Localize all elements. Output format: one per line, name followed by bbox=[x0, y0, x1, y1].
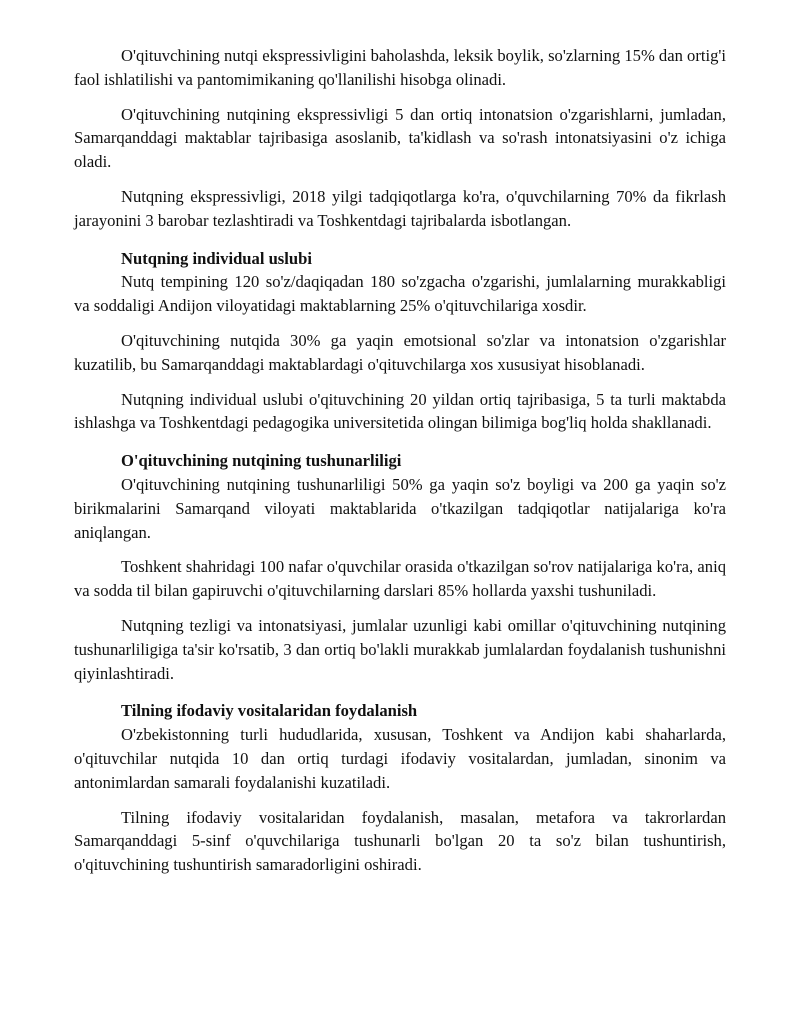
section-heading: Nutqning individual uslubi bbox=[121, 248, 312, 268]
section-paragraph: O'qituvchining nutqida 30% ga yaqin emotsional so'zlar va intonatsion o'zgarishlar kuzatilib, bu Samarqanddagi maktablardagi o'qituvchilarga xos xususiyat hisoblanadi. bbox=[74, 330, 726, 374]
section-paragraph: O'qituvchining nutqining tushunarliligi 50% ga yaqin so'z boyligi va 200 ga yaqin so'z birikmalarini Samarqand viloyati maktablarida o'tkazilgan tadqiqotlar natijalariga ko'ra aniqlangan. bbox=[74, 474, 726, 542]
section-clarity bbox=[74, 449, 726, 685]
section-heading: Tilning ifodaviy vositalaridan foydalanish bbox=[121, 701, 418, 721]
section-expressive-means bbox=[74, 699, 726, 877]
section-paragraph: Tilning ifodaviy vositalaridan foydalanish, masalan, metafora va takrorlardan Samarqanddagi 5-sinf o'quvchilariga tushunarli bo'lgan 20 ta so'z bilan tushuntirish, o'qituvchining tushuntirish samaradorligini oshiradi. bbox=[74, 807, 726, 875]
section-paragraph: O'zbekistonning turli hududlarida, xususan, Toshkent va Andijon kabi shaharlarda, o'qituvchilar nutqida 10 dan ortiq turdagi ifodaviy vositalardan, jumladan, sinonim va antonimlardan samarali foydalanishi kuzatiladi. bbox=[74, 725, 726, 792]
document-page bbox=[74, 44, 726, 888]
intro-paragraph-1: O'qituvchining nutqi ekspressivligini baholashda, leksik boylik, so'zlarning 15% dan ortig'i faol ishlatilishi va pantomimikaning qo'llanilishi hisobga olinadi. bbox=[74, 46, 726, 89]
intro-paragraph-3: Nutqning ekspressivligi, 2018 yilgi tadqiqotlarga ko'ra, o'quvchilarning 70% da fikrlash jarayonini 3 barobar tezlashtiradi va Toshkentdagi tajribalarda isbotlangan. bbox=[74, 186, 726, 230]
section-paragraph: Nutq tempining 120 so'z/daqiqadan 180 so'zgacha o'zgarishi, jumlalarning murakkabligi va soddaligi Andijon viloyatidagi maktablarning 25% o'qituvchilariga xosdir. bbox=[74, 272, 726, 316]
section-heading: O'qituvchining nutqining tushunarliligi bbox=[121, 451, 402, 471]
section-paragraph: Nutqning tezligi va intonatsiyasi, jumlalar uzunligi kabi omillar o'qituvchining nutqining tushunarliligiga ta'sir ko'rsatib, 3 dan ortiq bo'lakli murakkab jumlalardan foydalanish tushunishni qiyinlashtiradi. bbox=[74, 615, 726, 683]
intro-paragraph-2: O'qituvchining nutqining ekspressivligi 5 dan ortiq intonatsion o'zgarishlarni, jumladan, Samarqanddagi maktablar tajribasiga asoslanib, ta'kidlash va so'rash intonatsiyasini o'z ichiga oladi. bbox=[74, 104, 726, 172]
section-individual-style bbox=[74, 247, 726, 436]
section-paragraph: Toshkent shahridagi 100 nafar o'quvchilar orasida o'tkazilgan so'rov natijalariga ko'ra, aniq va sodda til bilan gapiruvchi o'qituvchilarning darslari 85% hollarda yaxshi tushuniladi. bbox=[74, 557, 726, 601]
section-paragraph: Nutqning individual uslubi o'qituvchining 20 yildan ortiq tajribasiga, 5 ta turli maktabda ishlashga va Toshkentdagi pedagogika universitetida olingan bilimiga bog'liq holda shakllanadi. bbox=[74, 389, 726, 433]
